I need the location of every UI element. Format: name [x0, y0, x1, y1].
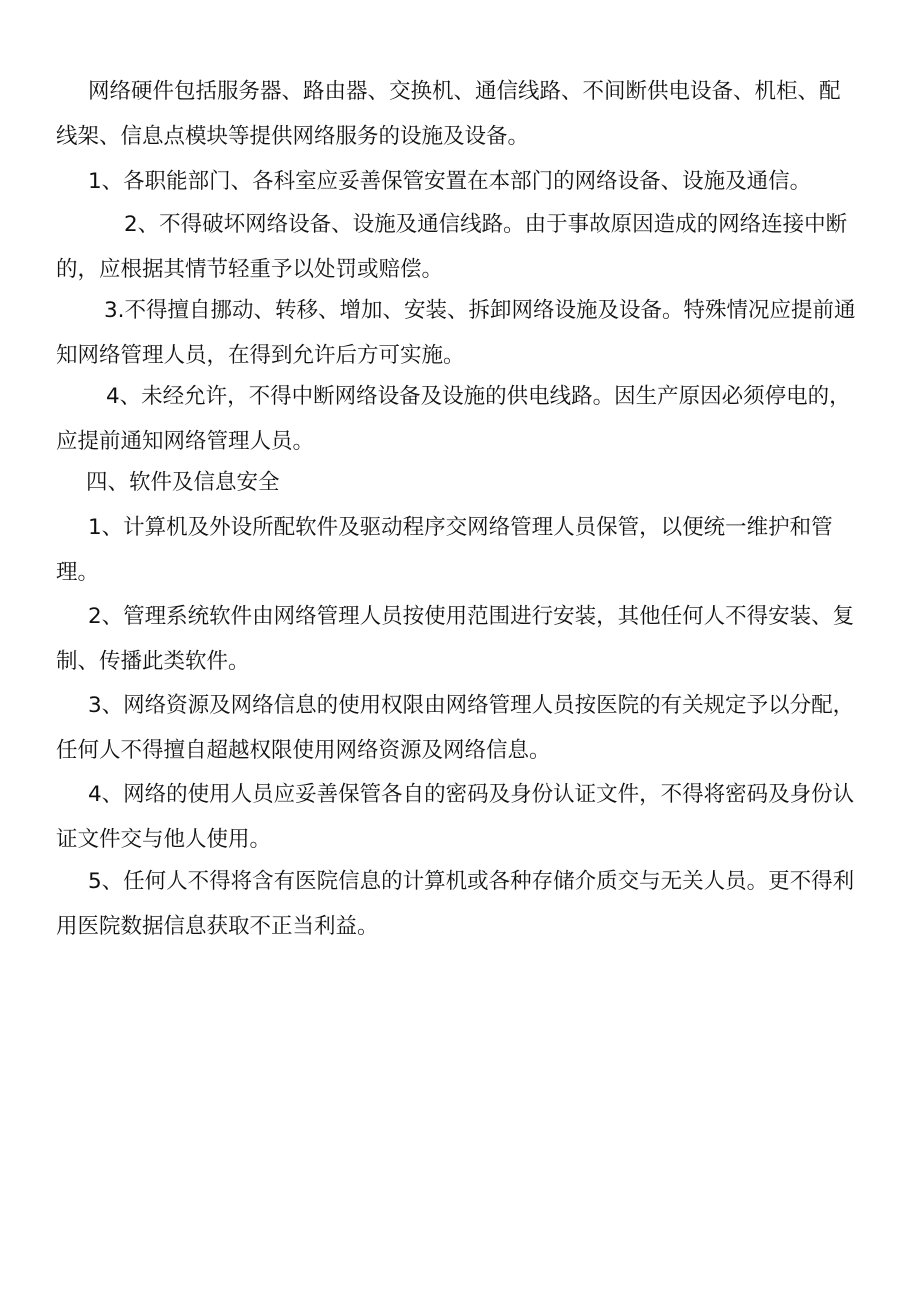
paragraph-software-rule-3: 3、网络资源及网络信息的使用权限由网络管理人员按医院的有关规定予以分配，任何人不得擅自超越权限使用网络资源及网络信息。 [56, 693, 855, 763]
paragraph-software-rule-1: 1、计算机及外设所配软件及驱动程序交网络管理人员保管，以便统一维护和管理。 [56, 515, 833, 585]
paragraph-rule-4: 4、未经允许，不得中断网络设备及设施的供电线路。因生产原因必须停电的，应提前通知网络管理人员。 [56, 384, 851, 454]
paragraph-network-hardware: 网络硬件包括服务器、路由器、交换机、通信线路、不间断供电设备、机柜、配线架、信息点模块等提供网络服务的设施及设备。 [56, 79, 841, 149]
section-heading-software-security: 四、软件及信息安全 [86, 470, 280, 495]
paragraph-rule-3: 3.不得擅自挪动、转移、增加、安装、拆卸网络设施及设备。特殊情况应提前通知网络管理人员，在得到允许后方可实施。 [56, 298, 856, 368]
paragraph-software-rule-2: 2、管理系统软件由网络管理人员按使用范围进行安装，其他任何人不得安装、复制、传播此类软件。 [56, 604, 855, 674]
paragraph-rule-1: 1、各职能部门、各科室应妥善保管安置在本部门的网络设备、设施及通信。 [88, 169, 812, 194]
paragraph-software-rule-4: 4、网络的使用人员应妥善保管各自的密码及身份认证文件，不得将密码及身份认证文件交与他人使用。 [56, 782, 855, 852]
paragraph-software-rule-5: 5、任何人不得将含有医院信息的计算机或各种存储介质交与无关人员。更不得利用医院数据信息获取不正当利益。 [56, 869, 855, 939]
paragraph-rule-2: 2、不得破坏网络设备、设施及通信线路。由于事故原因造成的网络连接中断的，应根据其情节轻重予以处罚或赔偿。 [56, 212, 848, 282]
